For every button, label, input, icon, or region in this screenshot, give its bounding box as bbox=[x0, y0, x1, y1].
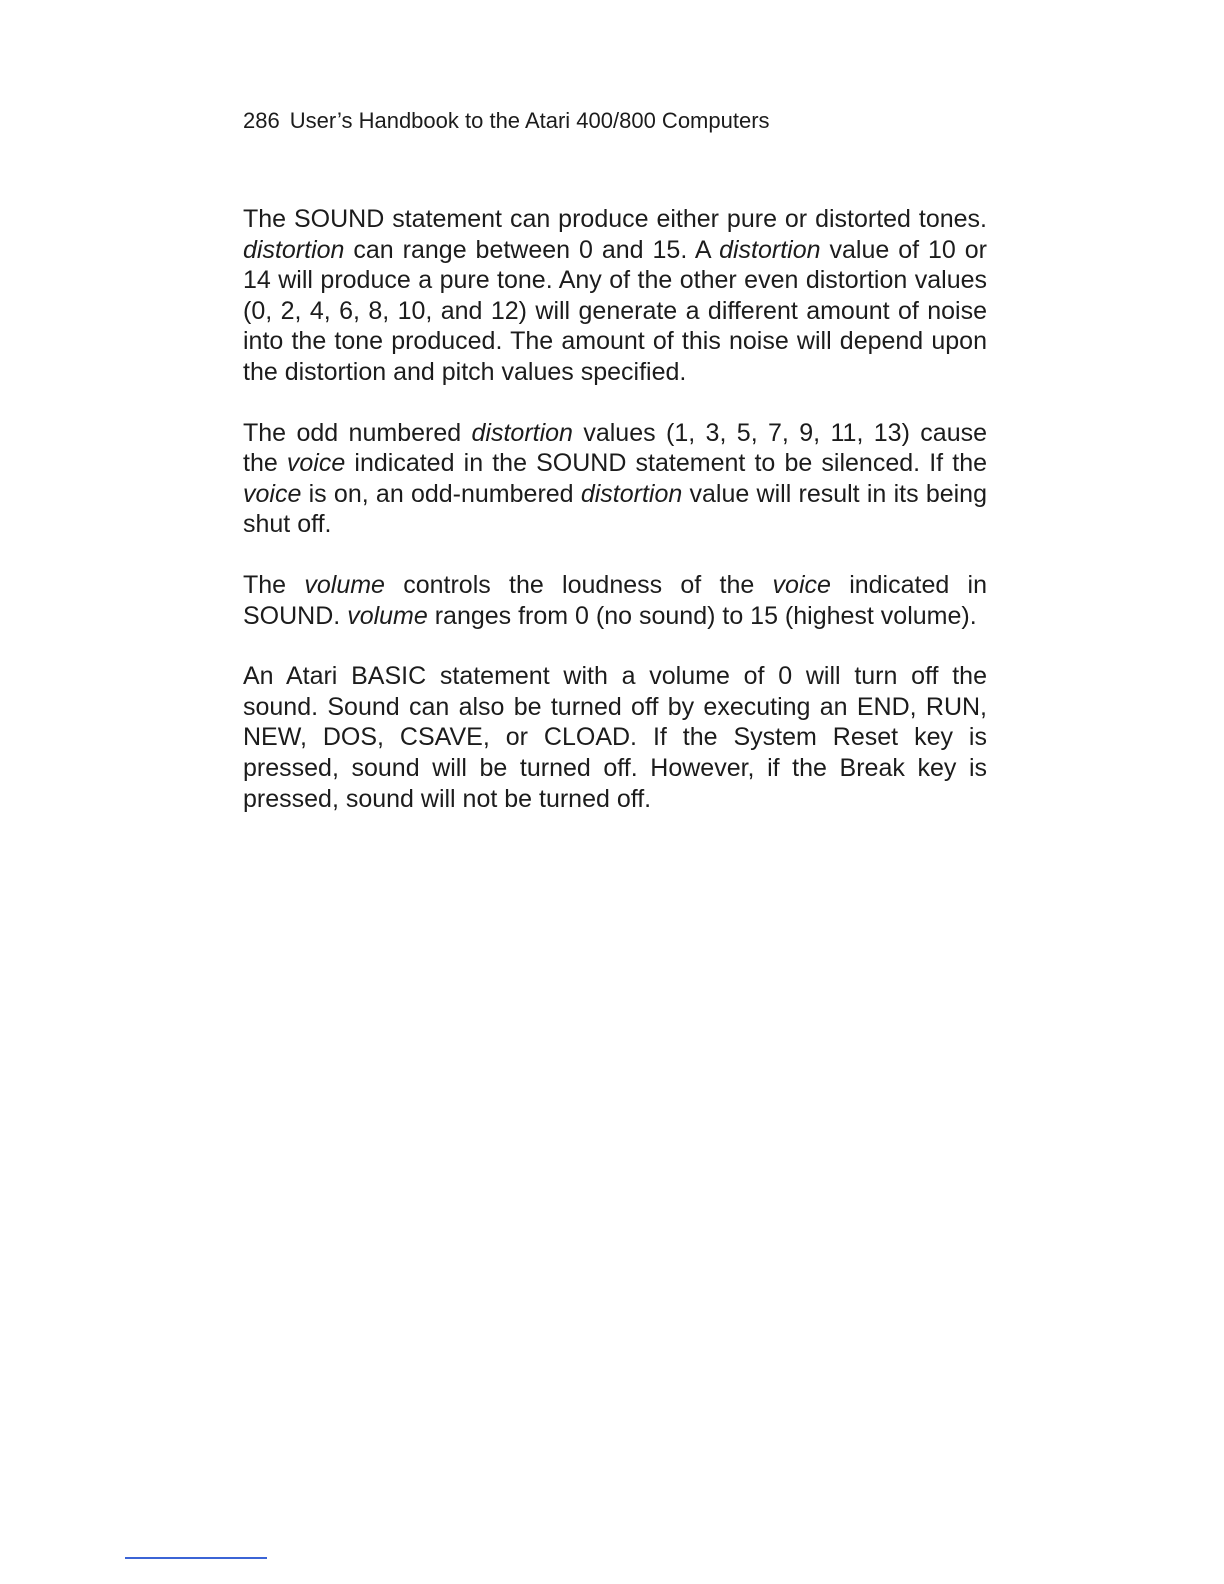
paragraph-volume bbox=[243, 570, 987, 631]
text-segment: The SOUND statement can produce either pure or distorted tones. bbox=[243, 205, 987, 233]
page-number: 286 bbox=[243, 108, 280, 133]
text-segment: The bbox=[243, 570, 305, 599]
text-segment: An Atari BASIC statement with a volume of 0 will turn off the sound. Sound can also be turned off by executing an END, RUN, NEW, DOS, CSAVE, or CLOAD. If the System Reset key is pressed, sound will be turned off. However, if the Break key is pressed, sound will not be turned off. bbox=[243, 662, 987, 813]
italic-term: volume bbox=[347, 601, 428, 630]
text-segment: indicated in SOUND. bbox=[243, 570, 987, 630]
italic-term: distortion bbox=[719, 235, 821, 264]
text-segment: values (1, 3, 5, 7, 9, 11, 13) cause the bbox=[243, 418, 987, 478]
running-header bbox=[243, 106, 770, 136]
text-segment: controls the loudness of the bbox=[384, 570, 773, 599]
body-text bbox=[243, 204, 987, 844]
text-segment: is on, an odd-numbered bbox=[301, 479, 581, 508]
text-segment: value will result in its being shut off. bbox=[243, 479, 987, 539]
paragraph-sound-distortion bbox=[243, 204, 987, 388]
text-segment: ranges from 0 (no sound) to 15 (highest volume). bbox=[427, 601, 977, 630]
italic-term: distortion bbox=[580, 479, 683, 508]
text-segment: value of 10 or 14 will produce a pure tone. Any of the other even distortion values (0, 2, 4, 6, 8, 10, and 12) will generate a different amount of noise into the tone produced. The amount of this noise will depend upon the distortion and pitch values specified. bbox=[243, 235, 987, 386]
text-segment: The odd numbered bbox=[243, 418, 472, 447]
italic-term: distortion bbox=[243, 235, 345, 264]
running-title: User’s Handbook to the Atari 400/800 Computers bbox=[289, 108, 770, 133]
paragraph-turn-off-sound bbox=[243, 661, 987, 814]
italic-term: voice bbox=[243, 479, 302, 508]
italic-term: distortion bbox=[471, 418, 573, 447]
italic-term: volume bbox=[304, 570, 385, 599]
paragraph-odd-distortion bbox=[243, 418, 987, 540]
text-segment: indicated in the SOUND statement to be silenced. If the bbox=[345, 449, 988, 478]
footer-rule bbox=[125, 1557, 267, 1559]
text-segment: can range between 0 and 15. A bbox=[344, 235, 720, 264]
italic-term: voice bbox=[286, 449, 346, 478]
italic-term: voice bbox=[772, 570, 831, 599]
